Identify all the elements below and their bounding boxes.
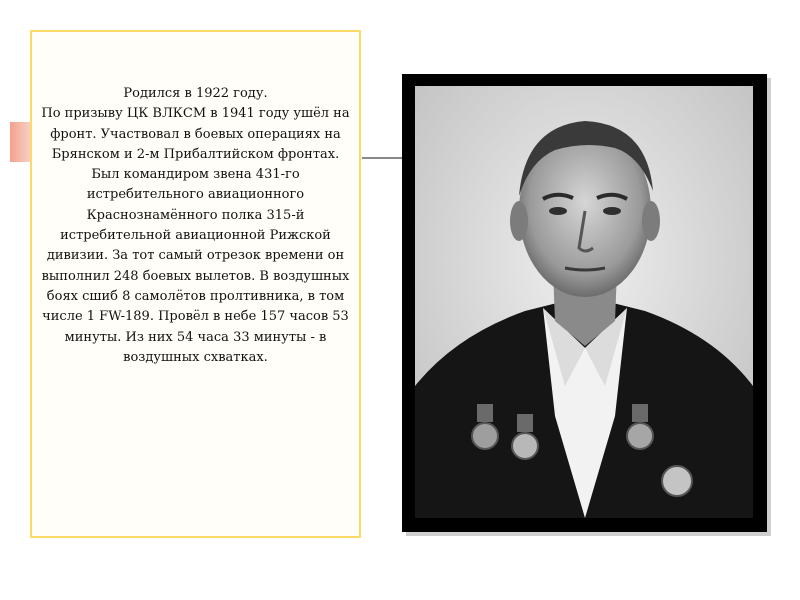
accent-tab bbox=[10, 122, 30, 162]
biography-text: Родился в 1922 году. По призыву ЦК ВЛКСМ в 1941 году ушёл на фронт. Участвовал в боевых операциях на Брянском и 2-м Прибалтийском фронтах. Был командиром звена 431-го истребительного авиационного Краснознамённого полка 315-й истребительной авиационной Рижской дивизии. За тот самый отрезок времени он выполнил 248 боевых вылетов. В воздушных боях сшиб 8 самолётов пролтивника, в том числе 1 FW-189. Провёл в небе 157 часов 53 минуты. Из них 54 часа 33 минуты - в воздушных схватках. bbox=[41, 86, 350, 365]
portrait-frame bbox=[402, 74, 767, 532]
biography-panel bbox=[30, 30, 361, 538]
portrait-photo bbox=[415, 86, 753, 518]
connector-line bbox=[362, 157, 405, 159]
